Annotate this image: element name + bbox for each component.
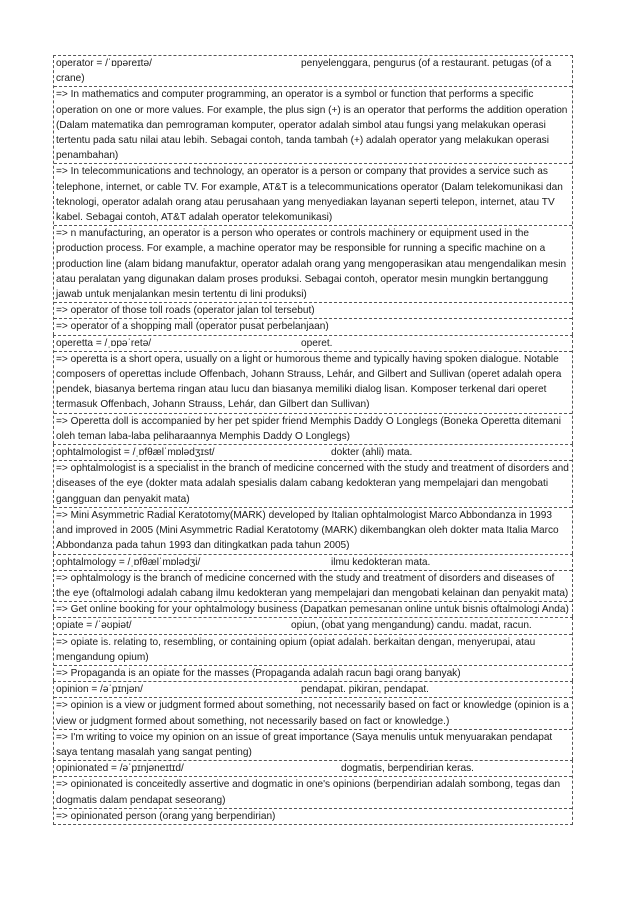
headword: ophtalmology = /ˌɒfθælˈmɒlədʒi/: [56, 556, 201, 568]
dictionary-entry: [53, 617, 573, 681]
dictionary-entry: [53, 444, 573, 553]
example-line: => Mini Asymmetric Radial Keratotomy(MARK) developed by Italian ophtalmologist Marco Abbondanza in 1993 and improved in 2005 (Mini Asymmetric Radial Keratotomy (MARK) dikembangkan oleh dokter mata Italia Marco Abbondanza pada tahun 1993 dan ditingkatkan pada tahun 2005): [54, 507, 572, 554]
translation: opiun, (obat yang mengandung) candu. madat, racun.: [291, 620, 532, 632]
example-line: => opiate is. relating to, resembling, or containing opium (opiat adalah. berkaitan dengan, menyerupai, atau mengandung opium): [54, 634, 572, 665]
entry-header: [54, 555, 572, 570]
example-line: => opinion is a view or judgment formed about something, not necessarily based on fact or knowledge (opinion is a view or judgment formed about something, not necessarily based on fact or knowledge.): [54, 697, 572, 728]
headword: operator = /ˈɒpəreɪtə/: [56, 58, 152, 69]
example-line: => ophtalmologist is a specialist in the branch of medicine concerned with the study and treatment of disorders and diseases of the eye (dokter mata adalah spesialis dalam cabang kedokteran yang mempelajari dan mengobati gangguan dan penyakit mata): [54, 460, 572, 507]
entry-header: [54, 682, 572, 697]
example-line: => operator of those toll roads (operator jalan tol tersebut): [54, 302, 572, 318]
dictionary-entry: [53, 760, 573, 825]
entry-header: [54, 336, 572, 351]
example-line: => In mathematics and computer programming, an operator is a symbol or function that performs a specific operation on one or more values. For example, the plus sign (+) is an operator that performs the addition operation (Dalam matematika dan pemrograman komputer, operator adalah simbol atau fungsi yang melakukan operasi tertentu pada satu nilai atau lebih. Sebagai contoh, tanda tambah (+) adalah operator yang melakukan operasi penambahan): [54, 86, 572, 163]
dictionary-entry: [53, 55, 573, 335]
translation: dokter (ahli) mata.: [331, 447, 413, 459]
headword: operetta = /ˌɒpəˈretə/: [56, 337, 152, 349]
entry-header: [54, 56, 572, 86]
example-line: => operetta is a short opera, usually on a light or humorous theme and typically having spoken dialogue. Notable composers of operettas include Offenbach, Johann Strauss, Lehár, and Gilbert and Sullivan (operet adalah opera pendek, biasanya bertema ringan atau lucu dan biasanya memiliki dialog lisan. Komposer terkenal dari operet termasuk Offenbach, Johann Strauss, Lehár, dan Gilbert dan Sullivan): [54, 351, 572, 413]
entry-header: [54, 445, 572, 460]
example-line: => Operetta doll is accompanied by her pet spider friend Memphis Daddy O Longlegs (Boneka Operetta ditemani oleh teman laba-laba peliharaannya Memphis Daddy O Longlegs): [54, 413, 572, 444]
translation: penyelenggara, pengurus (of a restaurant. petugas (of a crane): [56, 58, 552, 85]
example-line: => Propaganda is an opiate for the masses (Propaganda adalah racun bagi orang banyak): [54, 665, 572, 681]
entry-header: [54, 761, 572, 776]
translation: dogmatis, berpendirian keras.: [341, 763, 474, 775]
example-line: => ophtalmology is the branch of medicine concerned with the study and treatment of disorders and diseases of the eye (oftalmologi adalah cabang ilmu kedokteran yang mempelajari dan mengobati kelainan dan penyakit mata): [54, 570, 572, 601]
translation: operet.: [301, 337, 333, 349]
entry-header: [54, 618, 572, 633]
headword: opiate = /ˈəʊpiət/: [56, 620, 132, 632]
translation: pendapat. pikiran, pendapat.: [301, 684, 429, 696]
example-line: => n manufacturing, an operator is a person who operates or controls machinery or equipment used in the production process. For example, a machine operator may be responsible for running a specific machine on a production line (alam bidang manufaktur, operator adalah orang yang mengoperasikan atau mengendalikan mesin atau peralatan yang digunakan dalam proses produksi. Sebagai contoh, operator mesin mungkin bertanggung jawab untuk menjalankan mesin tertentu di lini produksi): [54, 225, 572, 302]
example-line: => I'm writing to voice my opinion on an issue of great importance (Saya menulis untuk menyuarakan pendapat saya tentang masalah yang sangat penting): [54, 729, 572, 760]
dictionary-entry: [53, 335, 573, 444]
headword: opinion = /əˈpɪnjən/: [56, 684, 143, 696]
example-line: => opinionated is conceitedly assertive and dogmatic in one's opinions (berpendirian adalah sombong, tegas dan dogmatis dalam pendapat seseorang): [54, 776, 572, 807]
example-line: => In telecommunications and technology, an operator is a person or company that provides a service such as telephone, internet, or cable TV. For example, AT&T is a telecommunications operator (Dalam telekomunikasi dan teknologi, operator adalah orang atau perusahaan yang menyediakan layanan seperti telepon, internet, atau TV kabel. Sebagai contoh, AT&T adalah operator telekomunikasi): [54, 163, 572, 225]
example-line: => Get online booking for your ophtalmology business (Dapatkan pemesanan online untuk bisnis oftalmologi Anda): [54, 601, 572, 617]
glossary-page: [53, 55, 573, 825]
dictionary-entry: [53, 554, 573, 618]
dictionary-entry: [53, 681, 573, 760]
translation: ilmu kedokteran mata.: [331, 556, 431, 568]
headword: opinionated = /əˈpɪnjəneɪtɪd/: [56, 763, 184, 775]
example-line: => operator of a shopping mall (operator pusat perbelanjaan): [54, 318, 572, 334]
example-line: => opinionated person (orang yang berpendirian): [54, 808, 572, 824]
headword: ophtalmologist = /ˌɒfθælˈmɒlədʒɪst/: [56, 447, 215, 459]
